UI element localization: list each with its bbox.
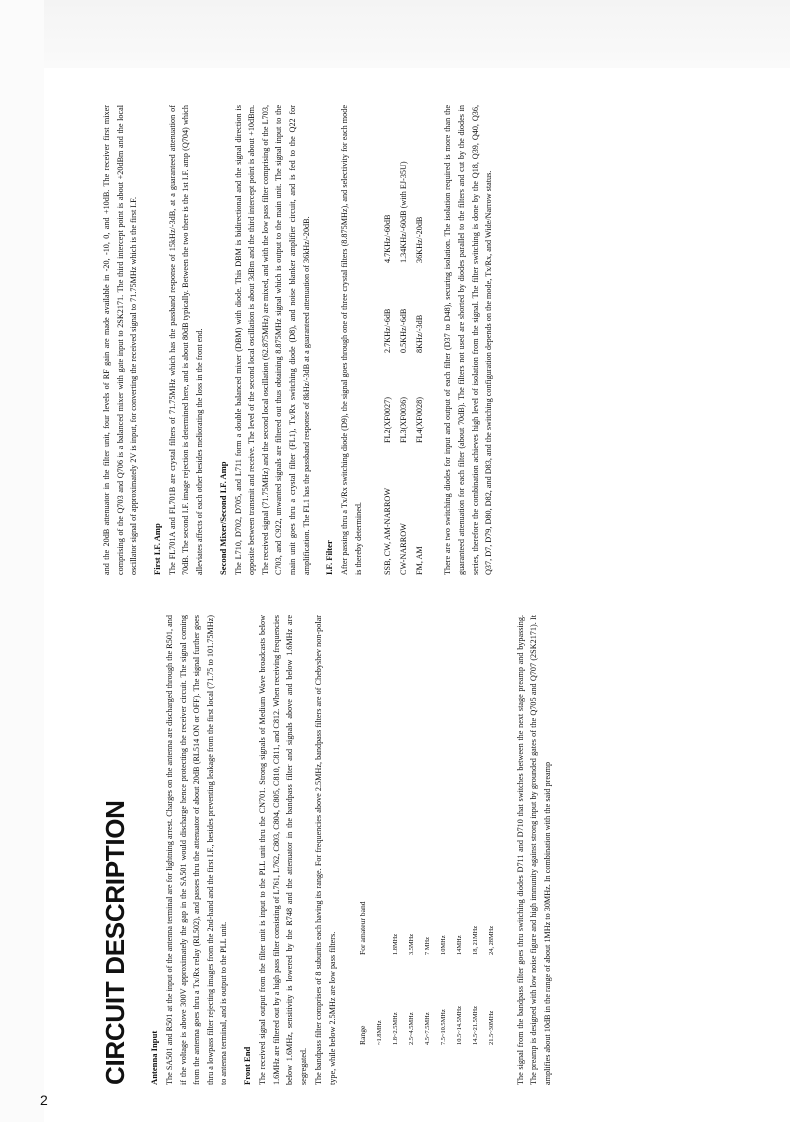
band-amateur: 18, 21MHz: [471, 925, 479, 955]
antenna-input-text: The SA501 and R501 at the input of the antenna terminal are for lightning arrest. Charges on the antenna are discharged through the R501, and if the voltage is above 300V approximately the gap in the SA501 would discharge hence protecting the receiver circuit. The signal coming from the antenna goes thru a Tx/Rx relay (RL502), and passes thru the attenuator of about 20dB (RL514 ON or OFF). The signal further goes thru a lowpass filter rejecting images from the 2nd-hand and the first I.F., besides preventing leakage from the first local (71.75 to 101.75MHz) to antenna terminal, and is output to the PLL unit.: [165, 615, 229, 1085]
band-range: 1.8~2.5MHz: [391, 1012, 399, 1045]
front-end-text-1: The received signal output from the filter unit is input to the PLL unit thru the CN701. Strong signals of Medium Wave broadcasts below 1.6MHz are filtered out by a high pass filter consisting of L761, L762, C803, C804, C805, C810, C811, and C812. When receiving frequencies below 1.6MHz, sensitivity is lowered by the R748 and the attenuator in the bandpass filter and signals above and below 1.6MHz are segregated.: [257, 615, 308, 1085]
filter-attenuation: 36KHz/-20dB: [414, 216, 424, 263]
band-header-amateur: For amateur band: [357, 901, 367, 955]
filter-part: FL2(XF0027): [382, 397, 392, 443]
table-row: [484, 835, 500, 1045]
mixer-intro-text: and the 20dB attenuator in the filter unit, four levels of RF gain are made available in -20, -10, 0, and +10dB. The receiver first mixer comprising of the Q703 and Q706 is a balanced mixer with gate input to 2SK2171. The third intercept point is about +20dBm and the local oscillator signal of approximately 2V is input, for converting the received signal to 71.75MHz which is the first I.F.: [102, 105, 139, 575]
band-range: 7.5~10.5MHz: [439, 1009, 447, 1045]
band-range: 10.5~14.5MHz: [455, 1006, 463, 1045]
scan-margin-top: [0, 0, 790, 68]
table-row: [468, 835, 484, 1045]
filter-passband: 0.5KHz/-6dB: [398, 308, 408, 353]
filter-passband: 2.7KHz/-6dB: [382, 308, 392, 353]
antenna-input-heading: Antenna Input: [149, 1030, 159, 1085]
if-filter-heading: I.F. Filter: [324, 540, 335, 575]
scan-margin-left: [0, 0, 44, 1122]
filter-mode: FM, AM: [414, 546, 424, 575]
filter-part: FL3(XF0036): [398, 397, 408, 443]
band-range: ~1.8MHz: [375, 1020, 383, 1045]
filter-attenuation: 1.34KHz/-60dB (with EJ-35U): [398, 161, 408, 263]
table-row: [420, 835, 436, 1045]
band-amateur: 1.8MHz: [391, 933, 399, 955]
table-row: [436, 835, 452, 1045]
table-row: [395, 113, 411, 575]
band-table-header: [354, 835, 372, 1045]
page-title: CIRCUIT DESCRIPTION: [100, 800, 130, 1085]
table-row: [388, 835, 404, 1045]
table-row: [411, 113, 427, 575]
band-table: [354, 835, 500, 1045]
filter-mode: SSB, CW, AM-NARROW: [382, 487, 392, 575]
band-range: 2.5~4.5MHz: [407, 1012, 415, 1045]
front-end-text-2: The bandpass filter comprises of 8 subunits each having its range. For frequencies above 2.5MHz, bandpass filters are of Chebyshev non-polar type, while below 2.5MHz are low pass filters.: [314, 615, 337, 1085]
band-amateur: 3.5MHz: [407, 933, 415, 955]
first-if-heading: First I.F. Amp: [151, 523, 162, 575]
table-row: [404, 835, 420, 1045]
band-range: 4.5~7.5MHz: [423, 1012, 431, 1045]
table-row: [379, 113, 395, 575]
filter-part: FL4(XF0028): [414, 397, 424, 443]
band-amateur: 24, 28MHz: [487, 925, 495, 955]
filter-attenuation: 4.7KHz/-60dB: [382, 214, 392, 263]
table-row: [372, 835, 388, 1045]
second-mixer-heading: Second Mixer/Second I.F. Amp: [217, 461, 228, 575]
table-row: [452, 835, 468, 1045]
band-amateur: 7 MHz: [423, 937, 431, 955]
front-end-closing-text: The signal from the bandpass filter goes thru switching diodes D711 and D710 that switches between the next stage preamp and bypassing. The preamp is designed with low noise figure and high immunity against strong input by grounded gates of the Q705 and Q707 (2SK2171). It amplifies about 10dB in the range of about 1MHz to 30MHz. In combination with the said preamp: [515, 615, 552, 1085]
page-number: 2: [40, 1092, 48, 1108]
second-mixer-text: The L710, D702, D705, and L711 form a double balanced mixer (DBM) with diode. This DBM is bidirectional and the signal direction is opposite between transmit and receive. The level of the second local oscillation is about 3dBm and the third intercept point is about +10dBm. The received signal (71.75MHz) and the second local oscillation (62.875MHz) are mixed, and with the low pass filter comprising of the L703, C703, and C922, unwanted signals are filtered out thus obtaining 8.875MHz signal which is output to the main unit. The signal input to the main unit goes thru a crystal filter (FL1), Tx/Rx switching diode (D8), and noise blanker amplifier circuit, and is fed to the Q22 for amplification. The FL1 has the passband response of 8kHz/-3dB at a guaranteed attenuation of 36kHz/-20dB.: [233, 105, 311, 575]
band-header-range: Range: [357, 1025, 367, 1045]
right-column: [100, 105, 498, 575]
if-filter-text: After passing thru a Tx/Rx switching diode (D9), the signal goes through one of three crystal filters (8.875MHz), and selectivity for each mode is thereby determined.: [340, 105, 363, 575]
left-column: [100, 615, 556, 1085]
band-range: 21.5~30MHz: [487, 1010, 495, 1045]
rotated-page: [100, 85, 780, 1085]
filter-mode: CW-NARROW: [398, 523, 408, 575]
band-range: 14.5~21.5MHz: [471, 1006, 479, 1045]
band-amateur: [372, 835, 388, 955]
front-end-heading: Front End: [241, 1046, 252, 1085]
if-filter-closing-text: There are two switching diodes for input and output of each filter (D37 to D48), securing isolation. The isolation required is more than the guaranteed attenuation for each filter (about 70dB). The filters not used are shorted by diodes parallel to the filters and cut by the diodes in series, therefore the combination achieves high level of isolation from the signal. The filter switching is done by the Q18, Q39, Q40, Q36, Q37, D7, D79, D80, D82, and D83, and the switching configuration depends on the mode, Tx/Rx, and Wide/Narrow status.: [443, 105, 494, 575]
band-amateur: 10MHz: [439, 935, 447, 955]
first-if-text: The FL701A and FL701B are crystal filters of 71.75MHz which has the passband response of 15kHz/-3dB, at a guaranteed attenuation of 70dB. The second I.F. image rejection is determined here, and is about 80dB typically. Between the two there is the 1st I.F. amp (Q704) which alleviates affects of each other besides meliorating the loss in the front end.: [167, 105, 204, 575]
filter-table: [379, 113, 427, 575]
band-amateur: 14MHz: [455, 935, 463, 955]
filter-passband: 8KHz/-3dB: [414, 314, 424, 353]
